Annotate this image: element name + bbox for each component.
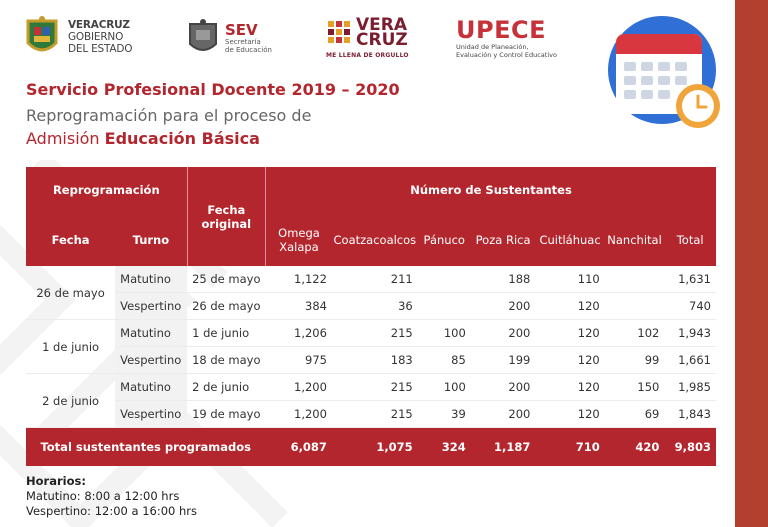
cell-fecha-original: 18 de mayo: [187, 347, 265, 374]
cell-value: 1,206: [266, 320, 332, 347]
cell-value: 1,122: [266, 266, 332, 293]
cell-value: 1,985: [664, 374, 716, 401]
del-estado-label: DEL ESTADO: [68, 43, 133, 55]
sev-shield-icon: [186, 18, 220, 58]
cell-value: 1,631: [664, 266, 716, 293]
header-poza-rica: Poza Rica: [471, 213, 536, 266]
cell-turno: Vespertino: [115, 401, 187, 428]
table-body: [26, 266, 716, 466]
upece-subtitle-2: Evaluación y Control Educativo: [456, 51, 557, 59]
cell-value: 102: [605, 320, 665, 347]
cell-turno: Matutino: [115, 266, 187, 293]
cell-value: [605, 266, 665, 293]
cell-fecha-original: 1 de junio: [187, 320, 265, 347]
table-row: [26, 347, 716, 374]
cell-value: 215: [332, 374, 418, 401]
cell-value: 1,200: [266, 374, 332, 401]
sev-subtitle-2: de Educación: [225, 45, 272, 54]
cell-value: 100: [418, 374, 471, 401]
cell-fecha-original: 25 de mayo: [187, 266, 265, 293]
header-coatzacoalcos: Coatzacoalcos: [332, 213, 418, 266]
cell-value: 1,943: [664, 320, 716, 347]
brand-slogan: ME LLENA DE ORGULLO: [326, 52, 409, 59]
veracruz-title: VERACRUZ: [68, 19, 130, 31]
side-accent-bar: [735, 0, 768, 527]
cell-value: [418, 266, 471, 293]
page-subtitle-2: [26, 129, 260, 148]
cell-turno: Vespertino: [115, 347, 187, 374]
upece-subtitle-1: Unidad de Planeación,: [456, 43, 529, 51]
cell-value: 120: [535, 347, 604, 374]
total-value: 1,075: [332, 428, 418, 467]
cell-value: 99: [605, 347, 665, 374]
cell-value: 120: [535, 293, 604, 320]
header-numero-sustentantes: Número de Sustentantes: [266, 167, 716, 213]
calendar-clock-icon: [606, 14, 726, 134]
cell-value: 200: [471, 320, 536, 347]
cell-turno: Vespertino: [115, 293, 187, 320]
sustentantes-table: [26, 167, 716, 466]
cell-fecha: 26 de mayo: [26, 266, 115, 320]
cell-value: 211: [332, 266, 418, 293]
cell-fecha-original: 19 de mayo: [187, 401, 265, 428]
subtitle-educacion-basica: Educación Básica: [104, 129, 260, 148]
cell-value: 110: [535, 266, 604, 293]
cell-value: 200: [471, 293, 536, 320]
table-row: [26, 293, 716, 320]
total-row: [26, 428, 716, 467]
cell-value: 215: [332, 320, 418, 347]
page-title: Servicio Profesional Docente 2019 – 2020: [26, 80, 400, 99]
header-fecha-original: Fecha original: [187, 167, 265, 266]
total-value: 710: [535, 428, 604, 467]
cell-value: [418, 293, 471, 320]
header-nanchital: Nanchital: [605, 213, 665, 266]
table-row: [26, 374, 716, 401]
header-omega-xalapa: Omega Xalapa: [266, 213, 332, 266]
sev-logo: [186, 18, 272, 58]
cell-fecha-original: 2 de junio: [187, 374, 265, 401]
horario-vespertino: Vespertino: 12:00 a 16:00 hrs: [26, 504, 198, 518]
cell-value: 200: [471, 374, 536, 401]
table-row: [26, 320, 716, 347]
cell-value: 120: [535, 320, 604, 347]
header-turno: Turno: [115, 213, 187, 266]
cell-value: 1,200: [266, 401, 332, 428]
cell-value: 100: [418, 320, 471, 347]
sev-subtitle-1: Secretaría: [225, 37, 261, 46]
total-value: 420: [605, 428, 665, 467]
cell-value: 188: [471, 266, 536, 293]
cell-value: 1,843: [664, 401, 716, 428]
cell-turno: Matutino: [115, 320, 187, 347]
veracruz-brand-logo: [326, 15, 409, 59]
cell-value: 120: [535, 401, 604, 428]
cell-value: 120: [535, 374, 604, 401]
cell-value: 975: [266, 347, 332, 374]
gobierno-label: GOBIERNO: [68, 31, 124, 43]
cell-value: 740: [664, 293, 716, 320]
horario-matutino: Matutino: 8:00 a 12:00 hrs: [26, 489, 180, 503]
cell-value: 384: [266, 293, 332, 320]
horarios-section: [26, 474, 197, 519]
total-value: 1,187: [471, 428, 536, 467]
header-reprogramacion: Reprogramación: [26, 167, 187, 213]
cell-fecha: 2 de junio: [26, 374, 115, 428]
total-value: 6,087: [266, 428, 332, 467]
table-row: [26, 401, 716, 428]
horarios-heading: Horarios:: [26, 474, 86, 488]
header-panuco: Pánuco: [418, 213, 471, 266]
cell-value: 85: [418, 347, 471, 374]
coat-of-arms-icon: [22, 15, 62, 59]
total-value: 9,803: [664, 428, 716, 467]
cell-fecha: 1 de junio: [26, 320, 115, 374]
table-row: [26, 266, 716, 293]
cell-value: [605, 293, 665, 320]
vera-word: VERA: [356, 15, 408, 35]
upece-title: UPECE: [456, 16, 546, 44]
page-subtitle: Reprogramación para el proceso de: [26, 106, 312, 125]
cell-value: 200: [471, 401, 536, 428]
cell-value: 36: [332, 293, 418, 320]
header-fecha: Fecha: [26, 213, 115, 266]
cell-value: 183: [332, 347, 418, 374]
upece-logo: [456, 17, 557, 59]
header-total: Total: [664, 213, 716, 266]
subtitle-admision: Admisión: [26, 129, 105, 148]
cell-fecha-original: 26 de mayo: [187, 293, 265, 320]
total-label: Total sustentantes programados: [26, 428, 266, 467]
cell-value: 39: [418, 401, 471, 428]
total-value: 324: [418, 428, 471, 467]
cruz-word: CRUZ: [356, 30, 408, 50]
cell-turno: Matutino: [115, 374, 187, 401]
veracruz-government-logo: [22, 15, 132, 59]
cell-value: 150: [605, 374, 665, 401]
cell-value: 199: [471, 347, 536, 374]
header-cuitlahuac: Cuitláhuac: [535, 213, 604, 266]
cell-value: 69: [605, 401, 665, 428]
cell-value: 1,661: [664, 347, 716, 374]
brand-pattern-icon: [326, 19, 352, 47]
cell-value: 215: [332, 401, 418, 428]
sev-title: SEV: [225, 20, 258, 39]
